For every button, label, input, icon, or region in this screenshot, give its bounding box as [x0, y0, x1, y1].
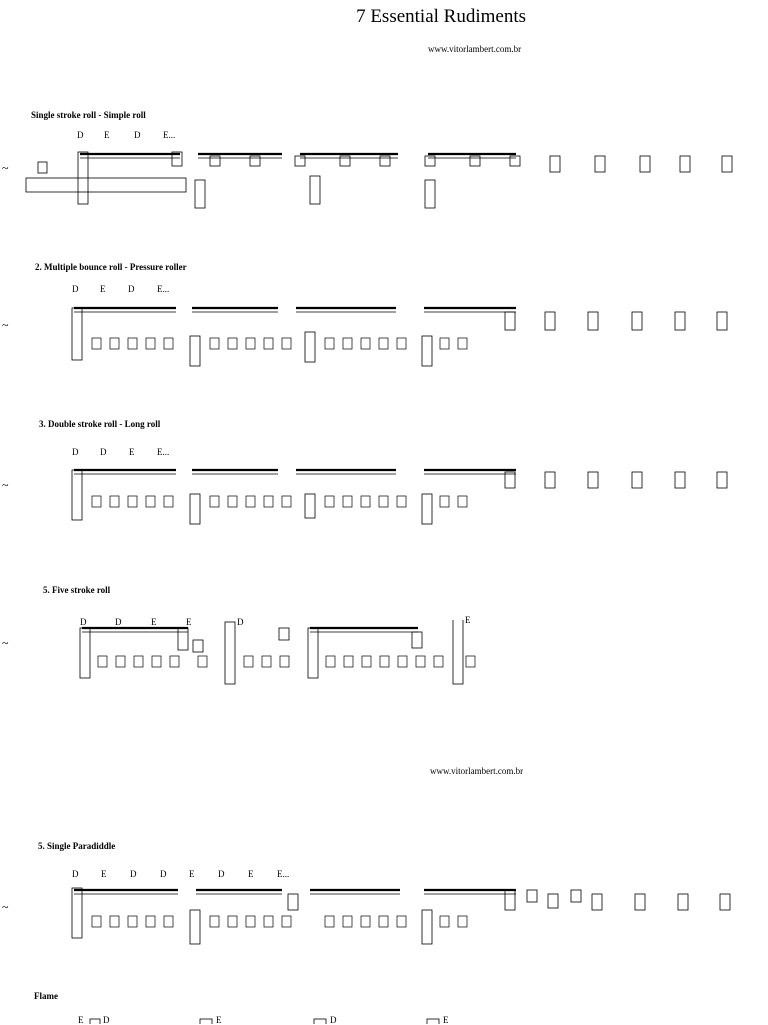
sticking-letter: E [104, 130, 110, 140]
roll-symbol: ~ [2, 478, 9, 492]
website-url-middle[interactable]: www.vitorlambert.com.br [430, 766, 524, 776]
roll-symbol: ~ [2, 900, 9, 914]
sticking-letter: D [115, 617, 122, 627]
notation-staff-multiple-bounce-roll [0, 296, 768, 396]
section-title-single-stroke-roll: Single stroke roll - Simple roll [31, 110, 146, 120]
sticking-letter: E [151, 617, 157, 627]
sticking-letter: E... [157, 447, 170, 457]
section-title-multiple-bounce-roll: 2. Multiple bounce roll - Pressure roller [35, 262, 187, 272]
sticking-letter: E [216, 1015, 222, 1025]
sticking-letter: E [100, 284, 106, 294]
notation-staff-flame [0, 1016, 768, 1024]
sticking-letter: D [218, 869, 225, 879]
sticking-letter: D [72, 869, 79, 879]
sticking-letter: D [80, 617, 87, 627]
roll-symbol: ~ [2, 318, 9, 332]
sticking-letter: D [72, 284, 79, 294]
sticking-letter: D [237, 617, 244, 627]
sticking-letter: D [103, 1015, 110, 1025]
sticking-letter: E [101, 869, 107, 879]
sticking-letter: E [443, 1015, 449, 1025]
sticking-letter: D [130, 869, 137, 879]
sticking-letter: D [128, 284, 135, 294]
website-url-top[interactable]: www.vitorlambert.com.br [428, 44, 522, 54]
sticking-letter: E [78, 1015, 84, 1025]
sticking-letter: E... [157, 284, 170, 294]
sticking-letter: D [72, 447, 79, 457]
sticking-letter: E [186, 617, 192, 627]
sticking-letter: E [248, 869, 254, 879]
sticking-letter: E [189, 869, 195, 879]
sticking-letter: D [77, 130, 84, 140]
section-title-flame: Flame [34, 991, 58, 1001]
sticking-letter: D [100, 447, 107, 457]
sticking-letter: E [129, 447, 135, 457]
sticking-letter: D [330, 1015, 337, 1025]
sticking-letter: E [465, 615, 471, 625]
notation-staff-single-paradiddle [0, 880, 768, 980]
sticking-letter: D [160, 869, 167, 879]
section-title-single-paradiddle: 5. Single Paradiddle [38, 841, 116, 851]
roll-symbol: ~ [2, 636, 9, 650]
sticking-letter: E... [163, 130, 176, 140]
roll-symbol: ~ [2, 161, 9, 175]
document-title: 7 Essential Rudiments [356, 6, 526, 27]
notation-staff-single-stroke-roll [0, 140, 768, 240]
section-title-double-stroke-roll: 3. Double stroke roll - Long roll [39, 419, 161, 429]
notation-staff-double-stroke-roll [0, 460, 768, 560]
sticking-letter: D [134, 130, 141, 140]
notation-staff-five-stroke-roll [0, 620, 768, 720]
section-title-five-stroke-roll: 5. Five stroke roll [43, 585, 111, 595]
sticking-letter: E... [277, 869, 290, 879]
